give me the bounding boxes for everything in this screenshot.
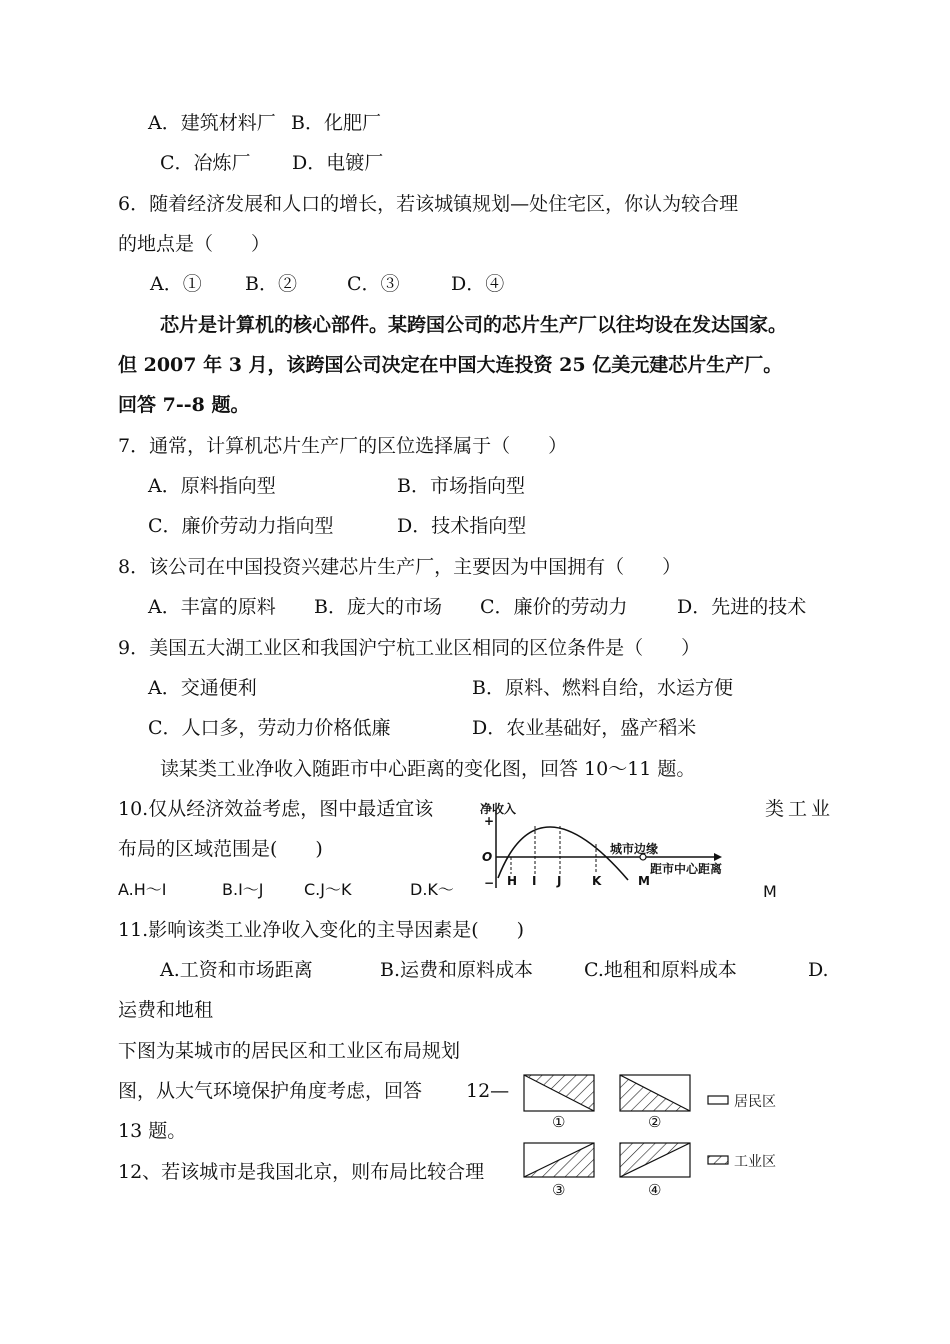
income-chart-origin: O bbox=[482, 850, 493, 864]
city-layout-figure bbox=[518, 1065, 790, 1205]
q12-stem: 12、若该城市是我国北京，则布局比较合理 bbox=[118, 1161, 485, 1183]
legend-industrial-label: 工业区 bbox=[734, 1154, 776, 1170]
legend-residential-swatch bbox=[708, 1096, 728, 1104]
q11-option-d-wrap: 运费和地租 bbox=[118, 999, 214, 1021]
q7-option-b: B．市场指向型 bbox=[397, 475, 525, 497]
income-chart-plus: + bbox=[484, 814, 495, 828]
chip-passage-line3: 回答 7--8 题。 bbox=[118, 394, 250, 416]
q7-option-a: A．原料指向型 bbox=[148, 475, 276, 497]
q10-option-a: A.H～I bbox=[118, 880, 167, 899]
city-passage-line3: 13 题。 bbox=[118, 1120, 187, 1142]
q11-option-c: C.地租和原料成本 bbox=[584, 959, 737, 981]
layout-panel-1 bbox=[524, 1075, 594, 1111]
city-passage-line1: 下图为某城市的居民区和工业区布局规划 bbox=[118, 1040, 461, 1062]
income-chart-ylabel: 净收入 bbox=[480, 802, 517, 816]
income-chart-tick-j: J bbox=[557, 874, 562, 888]
city-passage-line2b: 12— bbox=[466, 1080, 510, 1102]
q9-option-b: B．原料、燃料自给，水运方便 bbox=[472, 677, 733, 699]
q9-stem: 9．美国五大湖工业区和我国沪宁杭工业区相同的区位条件是（ ） bbox=[118, 637, 701, 659]
q11-option-a: A.工资和市场距离 bbox=[160, 959, 313, 981]
q6-option-d: D．④ bbox=[451, 273, 505, 295]
q5-option-c: C．冶炼厂 bbox=[160, 152, 251, 174]
q6-stem-line1: 6．随着经济发展和人口的增长，若该城镇规划—处住宅区，你认为较合理 bbox=[118, 193, 739, 215]
q6-option-a: A．① bbox=[150, 273, 202, 295]
income-chart-tick-h: H bbox=[507, 874, 518, 888]
income-chart-tick-i: I bbox=[532, 874, 537, 888]
q10-option-c: C.J～K bbox=[304, 880, 352, 899]
income-chart-edge-label: 城市边缘 bbox=[610, 842, 659, 856]
layout-label-4: ④ bbox=[648, 1181, 662, 1199]
chip-passage-line2: 但 2007 年 3 月，该跨国公司决定在中国大连投资 25 亿美元建芯片生产厂。 bbox=[118, 354, 783, 376]
legend-residential-label: 居民区 bbox=[734, 1094, 776, 1110]
income-chart-minus: − bbox=[484, 876, 495, 890]
q10-option-d-tail: M bbox=[763, 882, 777, 901]
income-chart bbox=[478, 800, 750, 892]
q11-option-b: B.运费和原料成本 bbox=[380, 959, 534, 981]
layout-label-3: ③ bbox=[552, 1181, 566, 1199]
q5-option-d: D．电镀厂 bbox=[292, 152, 384, 174]
q8-option-d: D．先进的技术 bbox=[677, 596, 807, 618]
q8-stem: 8．该公司在中国投资兴建芯片生产厂，主要因为中国拥有（ ） bbox=[118, 556, 682, 578]
layout-label-2: ② bbox=[648, 1113, 662, 1131]
q5-option-a: A．建筑材料厂 bbox=[148, 112, 276, 134]
layout-panel-2 bbox=[620, 1075, 690, 1111]
legend-industrial-swatch bbox=[708, 1156, 728, 1164]
q6-stem-line2: 的地点是（ ） bbox=[118, 233, 271, 255]
q9-option-d: D．农业基础好，盛产稻米 bbox=[472, 717, 697, 739]
q10-stem-line2: 布局的区域范围是( ) bbox=[118, 838, 323, 860]
city-passage-line2a: 图，从大气环境保护角度考虑，回答 bbox=[118, 1080, 423, 1102]
q9-option-a: A．交通便利 bbox=[148, 677, 257, 699]
q6-option-b: B．② bbox=[245, 273, 297, 295]
q8-option-c: C．廉价的劳动力 bbox=[480, 596, 628, 618]
q10-stem-right: 类工业 bbox=[765, 798, 835, 820]
q8-option-a: A．丰富的原料 bbox=[148, 596, 276, 618]
q9-option-c: C．人口多，劳动力价格低廉 bbox=[148, 717, 391, 739]
income-chart-tick-m: M bbox=[638, 874, 650, 888]
q11-stem: 11.影响该类工业净收入变化的主导因素是( ) bbox=[118, 919, 525, 941]
income-passage: 读某类工业净收入随距市中心距离的变化图，回答 10～11 题。 bbox=[160, 758, 696, 780]
income-chart-xlabel: 距市中心距离 bbox=[650, 862, 723, 876]
q5-option-b: B．化肥厂 bbox=[291, 112, 381, 134]
chip-passage-line1: 芯片是计算机的核心部件。某跨国公司的芯片生产厂以往均设在发达国家。 bbox=[160, 314, 788, 336]
q10-option-d: D.K～ bbox=[410, 880, 454, 899]
layout-panel-3 bbox=[524, 1143, 594, 1177]
layout-panel-4 bbox=[620, 1143, 690, 1177]
income-chart-curve bbox=[498, 827, 628, 880]
q8-option-b: B．庞大的市场 bbox=[314, 596, 442, 618]
q7-stem: 7．通常，计算机芯片生产厂的区位选择属于（ ） bbox=[118, 435, 568, 457]
q10-option-b: B.I～J bbox=[222, 880, 264, 899]
income-chart-tick-k: K bbox=[592, 874, 602, 888]
q7-option-d: D．技术指向型 bbox=[397, 515, 527, 537]
q11-option-d: D. bbox=[808, 959, 829, 981]
q7-option-c: C．廉价劳动力指向型 bbox=[148, 515, 334, 537]
layout-label-1: ① bbox=[552, 1113, 566, 1131]
q6-option-c: C．③ bbox=[347, 273, 400, 295]
q10-stem-left: 10.仅从经济效益考虑，图中最适宜该 bbox=[118, 798, 434, 820]
